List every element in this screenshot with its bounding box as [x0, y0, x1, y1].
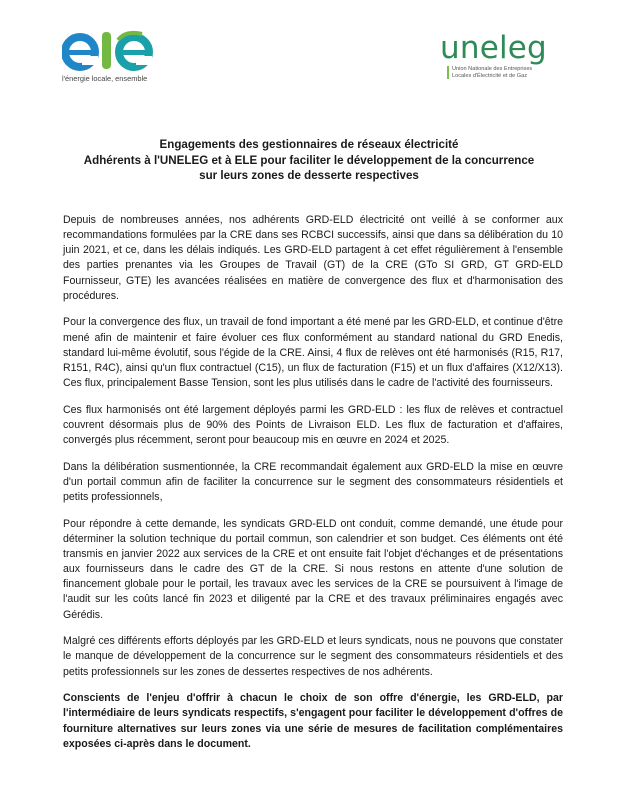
title-line-1: Engagements des gestionnaires de réseaux électricité	[159, 138, 459, 151]
uneleg-subtitle	[452, 66, 532, 79]
title-line-2: Adhérents à l'UNELEG et à ELE pour faciliter le développement de la concurrence	[83, 153, 535, 167]
ele-tagline: l'énergie locale, ensemble	[62, 74, 148, 83]
paragraph-flux-deployment: Ces flux harmonisés ont été largement déployés parmi les GRD-ELD : les flux de relèves et contractuel couvrent désormais plus de 90% des Points de Livraison ELD. Les flux de facturation et d'affaires, convergés plus récemment, seront pour beaucoup mis en œuvre en 2024 et 2025.	[63, 403, 563, 447]
paragraph-constat: Malgré ces différents efforts déployés par les GRD-ELD et leurs syndicats, nous ne pouvons que constater le manque de développement de la concurrence sur le segment des consommateurs résidentiels et des petits professionnels sur les zones de dessertes respectives de nos adhérents.	[63, 635, 563, 678]
title-line-3: sur leurs zones de desserte respectives	[199, 169, 419, 182]
uneleg-accent-bar	[447, 66, 449, 79]
paragraph-engagement: Conscients de l'enjeu d'offrir à chacun le choix de son offre d'énergie, les GRD-ELD, par l'intermédiaire de leurs syndicats respectifs, s'engagent pour faciliter le développement d'offres de fourniture alternatives sur leurs zones via une série de mesures de facilitation complémentaires exposées ci-après dans le document.	[63, 692, 563, 750]
paragraph-portail-commun: Dans la délibération susmentionnée, la CRE recommandait également aux GRD-ELD la mise en œuvre d'un portail commun afin de faciliter la concurrence sur le segment des consommateurs résidentiels et petits professionnels,	[63, 460, 563, 503]
document-body	[63, 213, 563, 763]
paragraph-flux-convergence: Pour la convergence des flux, un travail de fond important a été mené par les GRD-ELD, et continue d'être mené afin de maintenir et faire évoluer ces flux conformément au standard national du GRD Enedis, standard lui-même évolutif, sous l'égide de la CRE. Ainsi, 4 flux de relèves ont été harmonisés (R15, R17, R151, R4C), ainsi qu'un flux contractuel (C15), un flux de facturation (F15) et un flux d'affaires (X12/X13). Ces flux, principalement Basse Tension, sont les plus utilisés dans le cadre de l'activité des fournisseurs.	[63, 316, 563, 390]
document-title	[40, 137, 578, 184]
uneleg-wordmark: uneleg	[440, 30, 547, 66]
uneleg-logo	[440, 32, 560, 88]
uneleg-subtitle-line1: Union Nationale des Entreprises	[452, 66, 533, 72]
paragraph-etude-portail: Pour répondre à cette demande, les syndicats GRD-ELD ont conduit, comme demandé, une étude pour déterminer la solution technique du portail commun, son calendrier et son budget. Ces éléments ont été transmis en janvier 2022 aux services de la CRE et ont ensuite fait l'objet d'échanges et de présentations aux fournisseurs dans le cadre des GT de la CRE. Si nous restons en attente d'une solution de financement globale pour le portail, les travaux avec les services de la CRE se poursuivent à l'image de l'audit sur les coûts lancé fin 2023 et diligenté par la CRE et des travaux préliminaires engagés avec Gérédis.	[63, 517, 563, 621]
paragraph-intro: Depuis de nombreuses années, nos adhérents GRD-ELD électricité ont veillé à se conformer aux recommandations formulées par la CRE dans ses RCBCI successifs, ainsi que dans sa délibération du 10 juin 2021, et ce, dans les délais indiqués. Les GRD-ELD partagent à cet effet régulièrement à l'ensemble des parties prenantes via les Groupes de Travail (GT) de la CRE (GTo SI GRD, GT GRD-ELD Fournisseur, GTE) les avancées réalisées en matière de convergence des flux et d'harmonisation des procédures.	[63, 214, 563, 302]
ele-logo	[62, 30, 172, 86]
uneleg-subtitle-line2: Locales d'Électricité et de Gaz	[452, 72, 528, 79]
ele-logo-mark	[62, 30, 172, 74]
